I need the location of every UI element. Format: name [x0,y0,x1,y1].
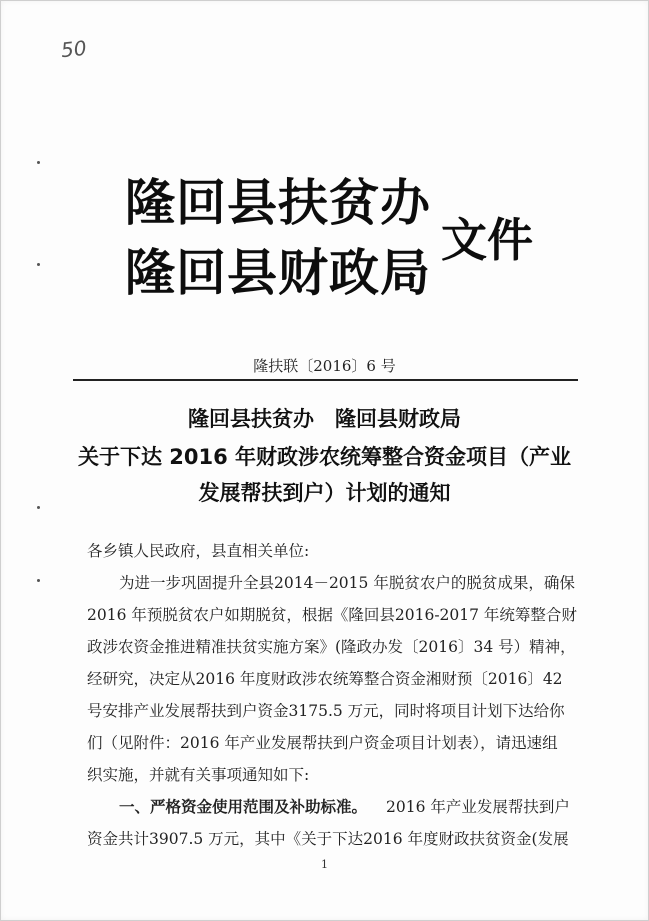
paragraph-text: 政涉农资金推进精准扶贫实施方案》(隆政办发〔2016〕34 号）精神， [87,638,576,656]
punch-hole-mark [37,161,40,164]
issuer-name-1: 隆回县扶贫办 [125,174,431,232]
paragraph-text: 经研究，决定从2016 年度财政涉农统筹整合资金湘财预〔2016〕42 [87,670,563,688]
document-number: 隆扶联〔2016〕6 号 [253,357,396,375]
paragraph-text: 号安排产业发展帮扶到户资金3175.5 万元，同时将项目计划下达给你 [87,702,565,720]
section-1-text: 2016 年产业发展帮扶到户 [386,798,570,816]
notice-title-line-3: 发展帮扶到户）计划的通知 [198,481,451,505]
handwritten-page-mark: 50 [59,35,88,63]
section-1-heading: 一、严格资金使用范围及补助标准。 [119,798,368,816]
paragraph-text: 为进一步巩固提升全县2014－2015 年脱贫农户的脱贫成果，确保 [119,574,575,592]
paragraph-text: 们（见附件：2016 年产业发展帮扶到户资金项目计划表），请迅速组 [87,734,558,752]
notice-title-line-2: 关于下达 2016 年财政涉农统筹整合资金项目（产业 [77,445,572,469]
issuer-name-2: 隆回县财政局 [125,244,431,302]
notice-title-line-1: 隆回县扶贫办 隆回县财政局 [188,407,461,431]
punch-hole-mark [37,263,40,266]
document-type-label: 文件 [441,213,533,267]
paragraph-text: 织实施，并就有关事项通知如下: [87,766,310,784]
paragraph-text: 资金共计3907.5 万元，其中《关于下达2016 年度财政扶贫资金(发展 [87,830,569,848]
page-number: 1 [321,858,328,871]
punch-hole-mark [37,579,40,582]
paragraph-text: 2016 年预脱贫农户如期脱贫，根据《隆回县2016-2017 年统筹整合财 [87,606,577,624]
salutation-text: 各乡镇人民政府，县直相关单位: [87,542,310,560]
header-divider [73,379,578,381]
